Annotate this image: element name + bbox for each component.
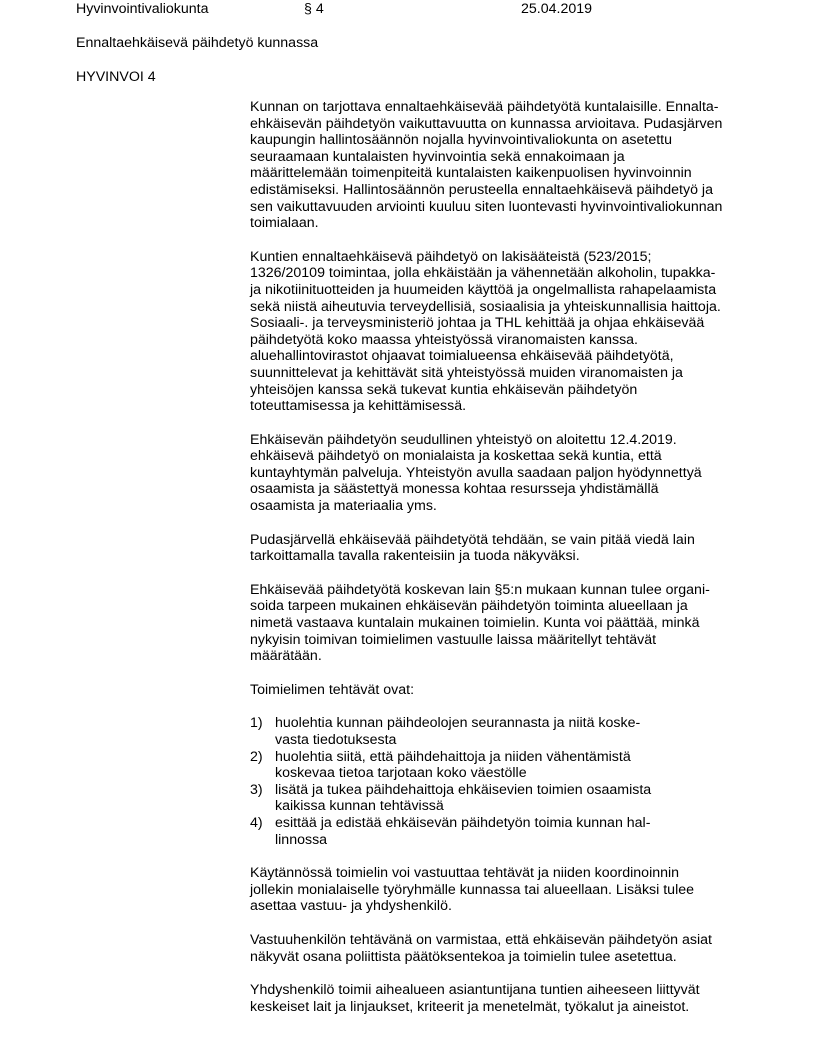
paragraph-line: Kuntien ennaltaehkäisevä päihdetyö on lakisääteistä (523/2015; bbox=[250, 248, 652, 265]
paragraph-line: osaamista ja säästettyä monessa kohtaa resursseja yhdistämällä bbox=[250, 481, 659, 498]
task-number: 2) bbox=[250, 748, 263, 765]
paragraph-line: toimialaan. bbox=[250, 215, 319, 232]
paragraph-line: nykyisin toimivan toimielimen vastuulle laissa määritellyt tehtävät bbox=[250, 631, 657, 648]
paragraph-line: 1326/20109 toimintaa, jolla ehkäistään ja vähennetään alkoholin, tupakka- bbox=[250, 265, 716, 282]
paragraph-line: asettaa vastuu- ja yhdyshenkilö. bbox=[250, 898, 452, 915]
paragraph-line: seuraamaan kuntalaisten hyvinvointia sekä ennakoimaan ja bbox=[250, 148, 625, 165]
paragraph bbox=[250, 865, 750, 915]
paragraph-line: nimetä vastaava kuntalain mukainen toimielin. Kunta voi päättää, minkä bbox=[250, 615, 700, 632]
paragraph-line: kuntayhtymän palveluja. Yhteistyön avulla saadaan paljon hyödynnettyä bbox=[250, 464, 702, 481]
paragraph-line: kaupungin hallintosäännön nojalla hyvinvointivaliokunta on asetettu bbox=[250, 132, 672, 149]
task-line: huolehtia siitä, että päihdehaittoja ja niiden vähentämistä bbox=[275, 748, 631, 765]
paragraph-line: ehkäisevän päihdetyön vaikuttavuutta on kunnassa arvioitava. Pudasjärven bbox=[250, 115, 723, 132]
paragraph-line: Pudasjärvellä ehkäisevää päihdetyötä tehdään, se vain pitää viedä lain bbox=[250, 531, 695, 548]
paragraph-line: osaamista ja materiaalia yms. bbox=[250, 498, 437, 515]
document-body bbox=[250, 99, 750, 1032]
paragraph-line: Ehkäisevää päihdetyötä koskevan lain §5:n mukaan kunnan tulee organi- bbox=[250, 581, 710, 598]
task-number: 4) bbox=[250, 814, 263, 831]
paragraph-line: sekä niistä aiheutuvia terveydellisiä, sosiaalisia ja yhteiskunnallisia haittoja. bbox=[250, 298, 721, 315]
task-line: lisätä ja tukea päihdehaittoja ehkäisevien toimien osaamista bbox=[275, 781, 652, 798]
paragraph-line: määrätään. bbox=[250, 648, 322, 665]
paragraph bbox=[250, 249, 750, 415]
paragraph bbox=[250, 582, 750, 665]
paragraph bbox=[250, 432, 750, 515]
paragraph bbox=[250, 682, 750, 699]
paragraph-line: Toimielimen tehtävät ovat: bbox=[250, 681, 415, 698]
task-line: esittää ja edistää ehkäisevän päihdetyön toimia kunnan hal- bbox=[275, 814, 651, 831]
paragraph-line: tarkoittamalla tavalla rakenteisiin ja tuoda näkyväksi. bbox=[250, 548, 580, 565]
paragraph bbox=[250, 99, 750, 232]
paragraph bbox=[250, 532, 750, 565]
paragraph-line: toteuttamisessa ja kehittämisessä. bbox=[250, 398, 467, 415]
document-code: HYVINVOI 4 bbox=[76, 69, 156, 85]
paragraph-line: päihdetyötä koko maassa yhteistyössä viranomaisten kanssa. bbox=[250, 331, 638, 348]
paragraph-line: ja nikotiinituotteiden ja huumeiden käyttöä ja ongelmallista rahapelaamista bbox=[250, 281, 717, 298]
paragraph-line: soida tarpeen mukainen ehkäisevän päihdetyön toiminta alueellaan ja bbox=[250, 598, 688, 615]
task-line: koskevaa tietoa tarjotaan koko väestölle bbox=[275, 765, 527, 782]
task-number: 1) bbox=[250, 715, 263, 732]
paragraph-line: Vastuuhenkilön tehtävänä on varmistaa, että ehkäisevän päihdetyön asiat bbox=[250, 931, 712, 948]
paragraph-line: Käytännössä toimielin voi vastuuttaa tehtävät ja niiden koordinoinnin bbox=[250, 865, 680, 882]
paragraph-line: Sosiaali-. ja terveysministeriö johtaa ja THL kehittää ja ohjaa ehkäisevää bbox=[250, 315, 705, 332]
paragraph-line: aluehallintovirastot ohjaavat toimialueensa ehkäisevää päihdetyötä, bbox=[250, 348, 674, 365]
task-item bbox=[250, 715, 750, 748]
paragraph-line: sen vaikuttavuuden arviointi kuuluu siten luontevasti hyvinvointivaliokunnan bbox=[250, 198, 723, 215]
task-item bbox=[250, 782, 750, 815]
document-header bbox=[0, 0, 816, 18]
task-line: huolehtia kunnan päihdeolojen seurannasta ja niitä koske- bbox=[275, 715, 641, 732]
paragraph-line: Ehkäisevän päihdetyön seudullinen yhteistyö on aloitettu 12.4.2019. bbox=[250, 431, 677, 448]
paragraph-line: edistämiseksi. Hallintosäännön perusteella ennaltaehkäisevä päihdetyö ja bbox=[250, 181, 713, 198]
task-line: linnossa bbox=[275, 831, 328, 848]
paragraphs bbox=[250, 99, 750, 698]
paragraph-line: määrittelemään toimenpiteitä kuntalaisten kaikenpuolisen hyvinvoinnin bbox=[250, 165, 692, 182]
task-list bbox=[250, 715, 750, 848]
paragraph-line: keskeiset lait ja linjaukset, kriteerit ja menetelmät, työkalut ja aineistot. bbox=[250, 998, 690, 1015]
paragraph-line: Yhdyshenkilö toimii aihealueen asiantuntijana tuntien aiheeseen liittyvät bbox=[250, 982, 700, 999]
header-section: § 4 bbox=[304, 1, 324, 17]
paragraph bbox=[250, 932, 750, 965]
paragraph-line: Kunnan on tarjottava ennaltaehkäisevää päihdetyötä kuntalaisille. Ennalta- bbox=[250, 99, 719, 115]
document-title: Ennaltaehkäisevä päihdetyö kunnassa bbox=[76, 35, 319, 51]
task-line: vasta tiedotuksesta bbox=[275, 732, 397, 748]
header-organization: Hyvinvointivaliokunta bbox=[76, 1, 209, 17]
header-date: 25.04.2019 bbox=[521, 1, 593, 17]
task-item bbox=[250, 749, 750, 782]
task-number: 3) bbox=[250, 781, 263, 798]
paragraph-line: näkyvät osana poliittista päätöksentekoa ja toimielin tulee asetettua. bbox=[250, 948, 677, 965]
task-item bbox=[250, 815, 750, 848]
paragraph bbox=[250, 982, 750, 1015]
paragraph-line: yhteisöjen kanssa sekä tukevat kuntia ehkäisevän päihdetyön bbox=[250, 381, 638, 398]
paragraph-line: jollekin monialaiselle työryhmälle kunnassa tai alueellaan. Lisäksi tulee bbox=[250, 881, 694, 898]
task-line: kaikissa kunnan tehtävissä bbox=[275, 798, 444, 815]
paragraph-line: suunnittelevat ja kehittävät sitä yhteistyössä muiden viranomaisten ja bbox=[250, 364, 683, 381]
paragraph-line: ehkäisevä päihdetyö on monialaista ja koskettaa sekä kuntia, että bbox=[250, 448, 662, 465]
closing-paragraphs bbox=[250, 865, 750, 1015]
